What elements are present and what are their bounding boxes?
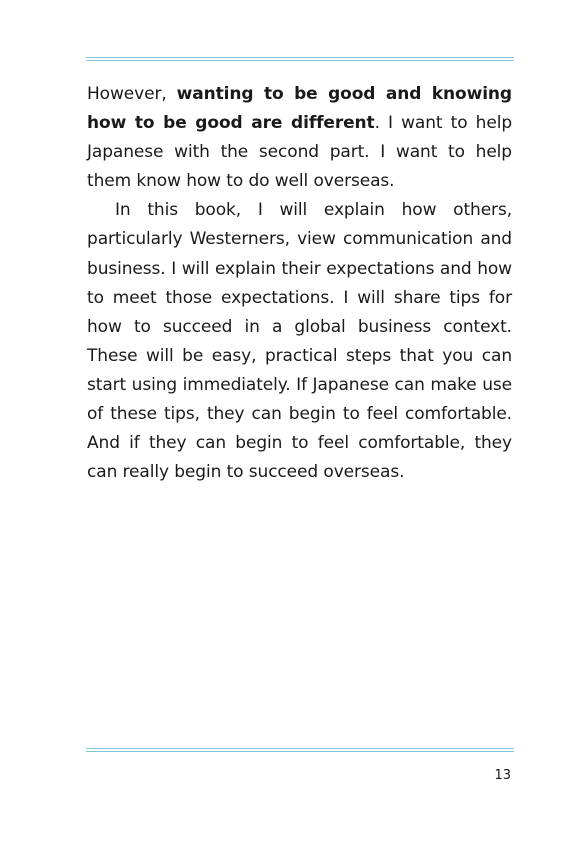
paragraph-1-bold-phrase: wanting to be good and knowing how to be good are different bbox=[87, 84, 512, 134]
paragraph-1 bbox=[87, 80, 512, 196]
bottom-rule-line-2 bbox=[86, 751, 514, 752]
paragraph-1-rest: . I want to help Japanese with the second part. I want to help them know how to do well overseas. bbox=[87, 113, 513, 192]
bottom-rule-line-1 bbox=[86, 748, 514, 749]
paragraph-2: In this book, I will explain how others, particularly Westerners, view communication and business. I will explain their expectations and how to meet those expectations. I will share tips for how to succeed in a global business context. These will be easy, practical steps that you can start using immediately. If Japanese can make use of these tips, they can begin to feel comfortable. And if they can begin to feel comfortable, they can really begin to succeed overseas. bbox=[87, 200, 512, 483]
bottom-decorative-rule bbox=[86, 748, 514, 753]
top-rule-line-2 bbox=[86, 60, 514, 61]
body-text bbox=[87, 80, 512, 487]
top-decorative-rule bbox=[86, 57, 514, 62]
paragraph-1-lead: However, bbox=[87, 84, 177, 104]
page-number: 13 bbox=[494, 768, 511, 783]
top-rule-line-1 bbox=[86, 57, 514, 58]
